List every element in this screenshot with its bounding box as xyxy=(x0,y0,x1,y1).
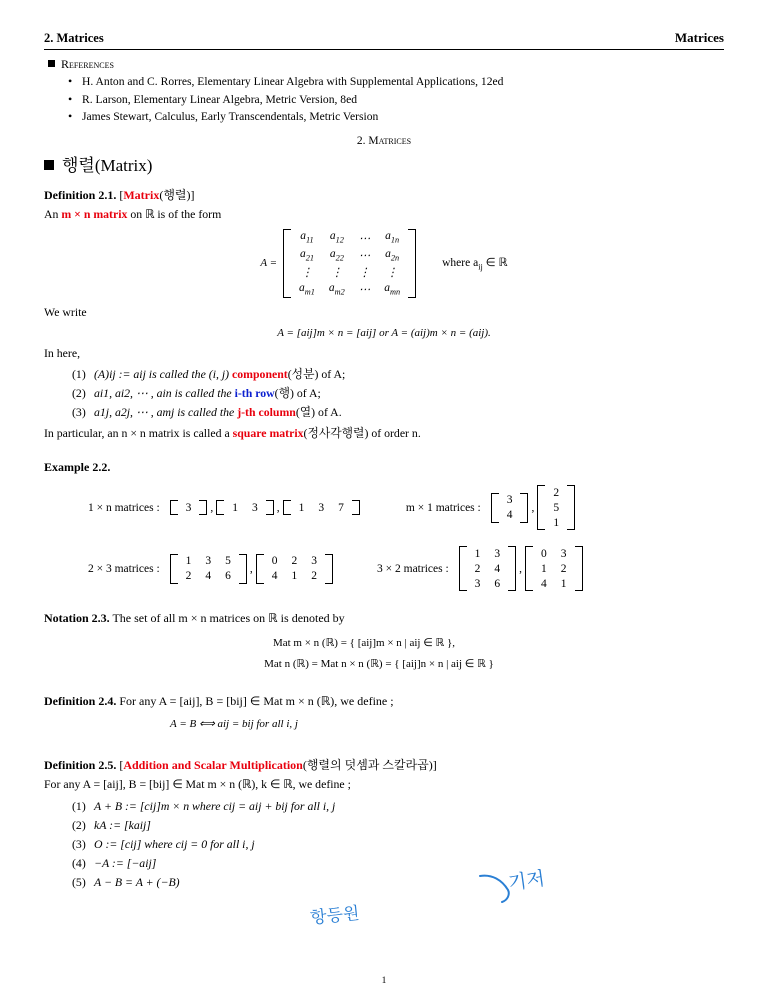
cell xyxy=(245,500,265,515)
notation-2-3 xyxy=(44,611,724,626)
page-content xyxy=(44,30,724,895)
cell xyxy=(487,561,507,576)
bracket-left xyxy=(170,554,178,584)
closing-post: (정사각행렬) of order n. xyxy=(303,426,421,441)
example-2x3-group xyxy=(88,554,333,584)
cell xyxy=(225,500,245,515)
separator: , xyxy=(276,501,280,514)
notation-2-3-line2: Mat n (ℝ) = Mat n × n (ℝ) = { [aij]n × n | aij ∈ ℝ } xyxy=(264,658,494,671)
cell xyxy=(322,264,352,281)
example-2x3-label: 2 × 3 matrices : xyxy=(88,562,160,575)
cell-text: 2 xyxy=(474,562,481,575)
table-row xyxy=(292,281,407,298)
cell-text: $a_{21}$ xyxy=(299,247,314,263)
closing-emph: square matrix xyxy=(232,426,304,441)
cell xyxy=(546,515,566,530)
cell-text: 2 xyxy=(311,570,318,583)
bracket-left xyxy=(256,554,264,584)
bracket-left xyxy=(170,500,178,515)
cell xyxy=(198,569,218,584)
notation-2-3-text: The set of all m × n matrices on ℝ is denoted by xyxy=(109,611,345,626)
cell-text: 4 xyxy=(506,509,513,522)
separator: , xyxy=(531,501,535,514)
matrix-body xyxy=(179,554,238,584)
bracket-right xyxy=(266,500,274,515)
bracket-left xyxy=(525,546,533,591)
cell xyxy=(468,561,488,576)
cell xyxy=(352,281,378,298)
definition-2-1-heading xyxy=(44,186,724,203)
table-row xyxy=(534,576,574,591)
definition-2-4 xyxy=(44,694,724,709)
cell xyxy=(292,500,312,515)
list-item xyxy=(72,384,724,403)
cell-text: 7 xyxy=(338,501,344,514)
cell-text: 3 xyxy=(205,555,212,568)
cell-text: 3 xyxy=(252,501,258,514)
item-number: (2) xyxy=(72,386,86,401)
in-here-text: In here, xyxy=(44,345,81,360)
cell xyxy=(500,508,520,523)
example-mx1-label: m × 1 matrices : xyxy=(405,501,481,514)
item-text: kA := [kaij] xyxy=(94,817,151,832)
definition-2-1-intro xyxy=(44,206,724,223)
cell xyxy=(554,576,574,591)
bracket-left xyxy=(283,229,291,298)
cell-text: 4 xyxy=(541,577,547,590)
matrix-body xyxy=(292,500,351,515)
definition-2-5-title-kor: (행렬의 덧셈과 스칼라곱)] xyxy=(302,758,437,773)
cell-text: $a_{m2}$ xyxy=(328,282,345,297)
chapter-heading: 2. Matrices xyxy=(356,134,412,147)
cell xyxy=(352,264,378,281)
item-text: A − B = A + (−B) xyxy=(94,874,180,889)
example-1xn-group xyxy=(88,500,360,515)
cell-text: 3 xyxy=(185,501,192,514)
bracket-right xyxy=(567,485,575,530)
cell-text: 3 xyxy=(506,494,513,507)
cell xyxy=(546,500,566,515)
cell-text: 0 xyxy=(271,555,278,568)
definition-2-4-line: A = B ⟺ aij = bij for all i, j xyxy=(170,718,298,731)
cell xyxy=(487,546,507,561)
definition-2-1-closing xyxy=(44,425,724,442)
matrix-body xyxy=(534,546,574,591)
notation-2-3-line1: Mat m × n (ℝ) = { [aij]m × n | aij ∈ ℝ }, xyxy=(272,637,456,650)
bracket-right xyxy=(325,554,333,584)
references-title-text: References xyxy=(61,57,114,71)
cell-text: 1 xyxy=(474,547,481,560)
table-row xyxy=(500,508,520,523)
table-row xyxy=(546,515,566,530)
matrix xyxy=(491,493,529,523)
list-item xyxy=(72,835,724,854)
section-title xyxy=(44,151,724,176)
cell-text: ⋯ xyxy=(358,232,371,245)
list-item xyxy=(72,365,724,384)
cell-text: 3 xyxy=(474,577,481,590)
definition-2-5-items xyxy=(72,797,724,893)
matrix-body xyxy=(500,493,520,523)
cell-text: 2 xyxy=(553,486,560,499)
cell-text: ⋯ xyxy=(358,249,371,262)
cell xyxy=(285,554,305,569)
cell-text: ⋮ xyxy=(386,267,398,280)
header-rule xyxy=(44,49,724,50)
cell-text: ⋮ xyxy=(331,267,343,280)
example-3x2-group xyxy=(377,546,583,591)
cell-text: 6 xyxy=(225,570,231,583)
item-emph: component xyxy=(232,367,288,381)
separator: , xyxy=(519,562,523,575)
cell-text: ⋯ xyxy=(358,284,371,297)
cell xyxy=(546,485,566,500)
matrix-a-display xyxy=(44,229,724,298)
table-row xyxy=(292,246,407,263)
running-header xyxy=(44,30,724,49)
matrix-body xyxy=(179,500,199,515)
definition-2-5-heading xyxy=(44,756,724,773)
bracket-right xyxy=(352,500,360,515)
cell-text: $a_{22}$ xyxy=(329,247,344,263)
cell xyxy=(292,264,322,281)
cell-text: 4 xyxy=(205,570,212,583)
definition-2-5-intro: For any A = [aij], B = [bij] ∈ Mat m × n (ℝ), k ∈ ℝ, we define ; xyxy=(44,777,351,792)
item-post: (열) of A. xyxy=(295,405,342,420)
table-row xyxy=(292,264,407,281)
cell-text: $a_{2n}$ xyxy=(385,247,400,263)
write-line: A = [aij]m × n = [aij] or A = (aij)m × n = (aij). xyxy=(277,326,491,339)
bracket-open: [ xyxy=(119,187,124,202)
table-row xyxy=(179,500,199,515)
bracket-left xyxy=(459,546,467,591)
list-item: • H. Anton and C. Rorres, Elementary Linear Algebra with Supplemental Applications, 12ed xyxy=(82,73,724,91)
definition-2-1-title-kor: (행렬)] xyxy=(159,187,195,202)
references-heading xyxy=(48,57,724,72)
definition-2-4-text: For any A = [aij], B = [bij] ∈ Mat m × n (ℝ), we define ; xyxy=(116,694,394,709)
cell-text: 5 xyxy=(553,501,560,514)
cell-text: 1 xyxy=(291,570,298,583)
matrix-a-lhs: A = xyxy=(260,257,278,270)
cell xyxy=(534,561,554,576)
matrix xyxy=(256,554,333,584)
cell xyxy=(285,569,305,584)
item-post: (성분) of A; xyxy=(287,367,346,381)
cell-text: 1 xyxy=(298,501,305,514)
notation-2-3-label: Notation 2.3. xyxy=(44,611,110,626)
cell xyxy=(534,576,554,591)
separator: , xyxy=(210,501,214,514)
matrix xyxy=(283,500,360,515)
cell xyxy=(292,229,322,246)
table-row xyxy=(546,500,566,515)
bracket-left xyxy=(216,500,224,515)
table-row xyxy=(468,561,508,576)
cell-text: 4 xyxy=(271,570,278,583)
cell-text: 6 xyxy=(494,577,501,590)
table-row xyxy=(500,493,520,508)
cell-text: 3 xyxy=(318,501,325,514)
example-1xn-label: 1 × n matrices : xyxy=(88,501,160,514)
cell xyxy=(377,264,407,281)
item-text: −A := [−aij] xyxy=(94,855,157,870)
matrix xyxy=(216,500,274,515)
list-item xyxy=(72,797,724,816)
item-pre: ai1, ai2, ⋯ , ain is called the xyxy=(94,386,235,401)
matrix xyxy=(525,546,583,591)
example-mx1-group xyxy=(406,485,575,530)
cell xyxy=(179,500,199,515)
references-list xyxy=(82,73,724,126)
cell xyxy=(311,500,331,515)
matrix-body xyxy=(265,554,324,584)
cell xyxy=(198,554,218,569)
cell-text: ⋮ xyxy=(358,267,371,280)
matrix-body xyxy=(468,546,508,591)
matrix-body xyxy=(225,500,265,515)
cell-text: 3 xyxy=(311,555,318,568)
cell-text: 1 xyxy=(553,516,560,529)
cell xyxy=(331,500,351,515)
cell xyxy=(534,546,554,561)
cell xyxy=(352,229,378,246)
example-3x2-label: 3 × 2 matrices : xyxy=(377,562,449,575)
item-pre: a1j, a2j, ⋯ , amj is called the xyxy=(94,405,238,420)
table-row xyxy=(534,561,574,576)
item-number: (1) xyxy=(72,798,86,813)
cell xyxy=(322,281,352,298)
intro-prefix: An xyxy=(44,206,62,221)
item-emph: j-th column xyxy=(237,405,296,420)
matrix xyxy=(459,546,517,591)
cell-text: 1 xyxy=(232,501,239,514)
cell-text: 1 xyxy=(560,577,567,590)
cell xyxy=(554,561,574,576)
cell-text: 2 xyxy=(185,570,192,583)
list-item xyxy=(72,873,724,892)
cell-text: 2 xyxy=(560,562,567,575)
intro-suffix: on ℝ is of the form xyxy=(127,206,222,221)
cell xyxy=(292,246,322,263)
cell xyxy=(304,554,324,569)
definition-2-4-label: Definition 2.4. xyxy=(44,694,117,709)
table-row xyxy=(225,500,265,515)
list-item xyxy=(72,816,724,835)
list-item xyxy=(72,854,724,873)
cell xyxy=(292,281,322,298)
bracket-right xyxy=(520,493,528,523)
cell xyxy=(554,546,574,561)
cell xyxy=(487,576,507,591)
bracket-left xyxy=(491,493,499,523)
cell xyxy=(218,554,238,569)
matrix-body xyxy=(546,485,566,530)
bracket-open: [ xyxy=(119,758,124,773)
table-row xyxy=(265,569,324,584)
list-item xyxy=(72,403,724,422)
cell-text: $a_{12}$ xyxy=(329,230,344,245)
bracket-right xyxy=(199,500,207,515)
cell xyxy=(377,229,407,246)
handwriting-text: 항등원 xyxy=(309,903,361,928)
header-right: Matrices xyxy=(674,30,724,45)
definition-2-5-label: Definition 2.5. xyxy=(44,758,117,773)
header-left: 2. Matrices xyxy=(44,31,104,45)
definition-2-1-items xyxy=(72,365,724,422)
matrix xyxy=(170,554,247,584)
example-2-2-label: Example 2.2. xyxy=(44,460,111,475)
bracket-right xyxy=(508,546,516,591)
table-row xyxy=(534,546,574,561)
page-number: 1 xyxy=(381,976,387,986)
item-number: (3) xyxy=(72,836,86,851)
table-row xyxy=(292,229,407,246)
table-row xyxy=(468,546,508,561)
cell xyxy=(322,246,352,263)
handwriting-text: 기저 xyxy=(506,868,547,895)
item-pre: (A)ij := aij is called the (i, j) xyxy=(94,367,233,381)
cell-text: $a_{1n}$ xyxy=(385,230,400,245)
closing-pre: In particular, an n × n matrix is called a xyxy=(44,426,233,441)
cell-text: 5 xyxy=(225,555,231,568)
bracket-right xyxy=(575,546,583,591)
cell-text: 4 xyxy=(494,562,501,575)
cell xyxy=(265,569,285,584)
cell xyxy=(265,554,285,569)
cell-text: $a_{m1}$ xyxy=(299,282,315,297)
cell-text: 0 xyxy=(541,547,547,560)
definition-2-1-title: Matrix xyxy=(123,187,160,202)
item-emph: i-th row xyxy=(234,386,275,401)
item-text: O := [cij] where cij = 0 for all i, j xyxy=(94,836,255,851)
cell xyxy=(377,246,407,263)
cell xyxy=(352,246,378,263)
matrix xyxy=(170,500,208,515)
cell xyxy=(179,569,199,584)
bracket-left xyxy=(537,485,545,530)
item-number: (1) xyxy=(72,367,86,381)
we-write-text: We write xyxy=(44,304,87,319)
cell-text: 1 xyxy=(185,555,192,568)
separator: , xyxy=(249,562,253,575)
cell-text: $a_{mn}$ xyxy=(384,282,401,297)
cell-text: 2 xyxy=(291,555,298,568)
cell-text: 3 xyxy=(560,547,567,560)
definition-2-5-title: Addition and Scalar Multiplication xyxy=(123,758,303,773)
matrix-a-where: where $a_{ij}$ ∈ ℝ xyxy=(442,257,508,272)
item-text: A + B := [cij]m × n where cij = aij + bij for all i, j xyxy=(94,798,336,813)
matrix xyxy=(537,485,575,530)
item-post: (행) of A; xyxy=(274,386,321,401)
cell-text: 1 xyxy=(541,562,547,575)
cell xyxy=(468,546,488,561)
square-bullet-icon xyxy=(44,160,54,170)
example-row-2 xyxy=(44,546,724,591)
cell xyxy=(468,576,488,591)
table-row xyxy=(265,554,324,569)
bracket-right xyxy=(239,554,247,584)
matrix-a xyxy=(260,229,507,298)
item-number: (4) xyxy=(72,855,86,870)
bracket-left xyxy=(283,500,291,515)
definition-2-1-label: Definition 2.1. xyxy=(44,187,117,202)
table-row xyxy=(179,554,238,569)
list-item: • James Stewart, Calculus, Early Transcendentals, Metric Version xyxy=(82,108,724,126)
intro-emph: m × n matrix xyxy=(61,206,128,221)
section-title-text: 행렬(Matrix) xyxy=(62,155,153,175)
table-row xyxy=(179,569,238,584)
cell-text: $a_{11}$ xyxy=(300,230,314,245)
cell-text: 3 xyxy=(494,547,501,560)
item-number: (2) xyxy=(72,817,86,832)
example-row-1 xyxy=(44,485,724,530)
cell xyxy=(500,493,520,508)
handwritten-annotation-identity xyxy=(309,898,361,928)
matrix-a-body xyxy=(292,229,407,298)
cell-text: ⋮ xyxy=(301,267,313,280)
cell xyxy=(304,569,324,584)
table-row xyxy=(468,576,508,591)
cell xyxy=(218,569,238,584)
cell xyxy=(179,554,199,569)
bracket-right xyxy=(408,229,416,298)
table-row xyxy=(292,500,351,515)
table-row xyxy=(546,485,566,500)
item-number: (3) xyxy=(72,405,86,420)
cell xyxy=(377,281,407,298)
list-item: • R. Larson, Elementary Linear Algebra, Metric Version, 8ed xyxy=(82,91,724,109)
cell xyxy=(322,229,352,246)
square-bullet-icon xyxy=(48,60,55,67)
item-number: (5) xyxy=(72,874,86,889)
